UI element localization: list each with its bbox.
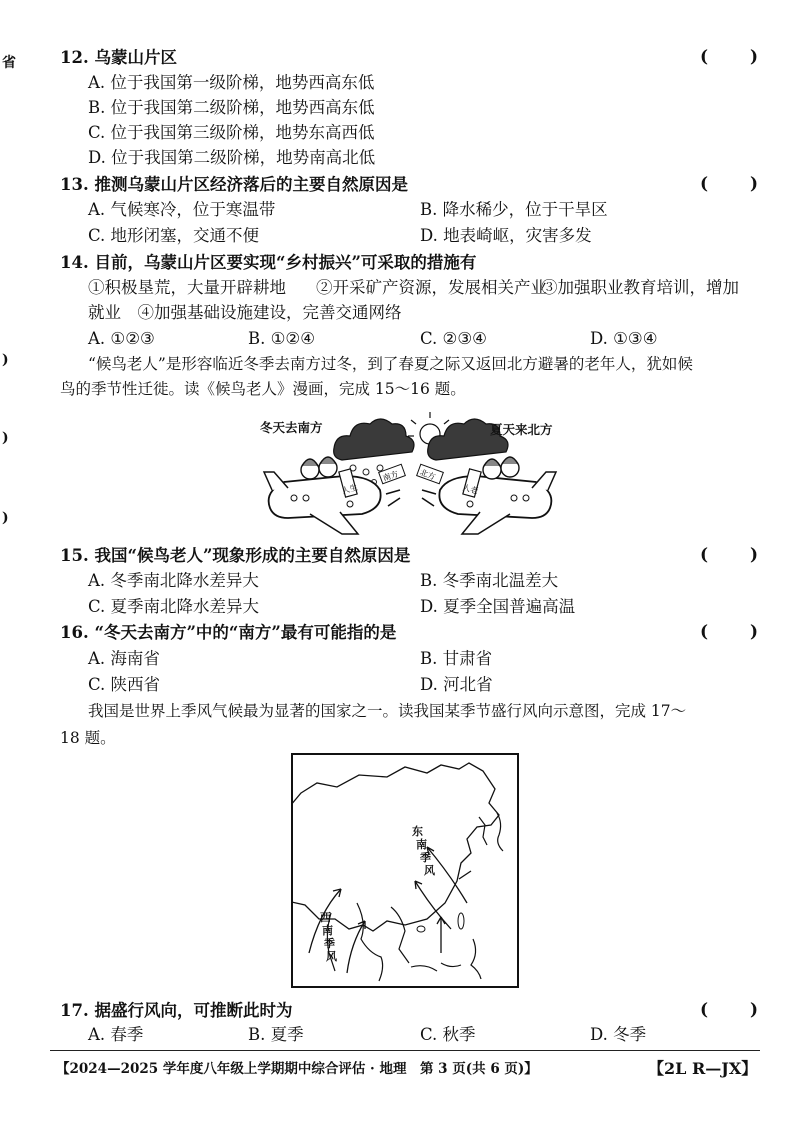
footer-exam-info: 【2024—2025 学年度八年级上学期期中综合评估 · 地理 第 3 页(共 6 页)】 [56, 1061, 538, 1077]
southwest-monsoon-label: 季 [324, 937, 335, 950]
question-12-option-a[interactable]: A. 位于我国第一级阶梯，地势西高东低 [88, 73, 375, 92]
question-12-stem: 12. 乌蒙山片区 [60, 48, 177, 67]
southwest-monsoon-label: 西 [320, 911, 331, 924]
cartoon-left-sign: 南方 [381, 469, 400, 484]
footer-paper-code: 【2L R—JX】 [648, 1059, 758, 1078]
passage-monsoon: 我国是世界上季风气候最为显著的国家之一。读我国某季节盛行风向示意图，完成 17～ [88, 702, 687, 720]
question-15-option-c[interactable]: C. 夏季南北降水差异大 [88, 597, 260, 616]
footer-divider [50, 1050, 760, 1051]
margin-mark: ) [2, 430, 9, 446]
question-14-statement-1: ①积极垦荒，大量开辟耕地 [88, 278, 286, 297]
question-15-option-b[interactable]: B. 冬季南北温差大 [420, 571, 559, 590]
passage-migratory-elderly-line2: 鸟的季节性迁徙。读《候鸟老人》漫画，完成 15～16 题。 [60, 380, 466, 398]
question-16-option-b[interactable]: B. 甘肃省 [420, 649, 493, 668]
answer-blank[interactable]: ( ) [700, 622, 777, 642]
southeast-monsoon-label: 东 [412, 825, 423, 838]
elderly-passengers-icon [483, 457, 519, 479]
question-14-option-c[interactable]: C. ②③④ [420, 329, 487, 348]
migratory-elderly-cartoon [250, 408, 570, 543]
question-17-option-d[interactable]: D. 冬季 [590, 1025, 647, 1044]
question-12-option-b[interactable]: B. 位于我国第二级阶梯，地势西高东低 [88, 98, 375, 117]
passage-monsoon-line2: 18 题。 [60, 729, 116, 747]
question-15-option-a[interactable]: A. 冬季南北降水差异大 [88, 571, 259, 590]
cartoon-right-sign: 北方 [418, 467, 437, 482]
question-14-option-d[interactable]: D. ①③④ [590, 329, 658, 348]
southeast-monsoon-label: 季 [420, 851, 431, 864]
answer-blank[interactable]: ( ) [700, 47, 777, 67]
question-16-option-d[interactable]: D. 河北省 [420, 675, 493, 694]
cartoon-right-caption: 夏天来北方 [490, 422, 553, 437]
answer-blank[interactable]: ( ) [700, 545, 777, 565]
question-14-stem: 14. 目前，乌蒙山片区要实现“乡村振兴”可采取的措施有 [60, 253, 477, 272]
question-13-option-b[interactable]: B. 降水稀少，位于干旱区 [420, 200, 608, 219]
question-13-option-a[interactable]: A. 气候寒冷，位于寒温带 [88, 200, 276, 219]
question-15-stem: 15. 我国“候鸟老人”现象形成的主要自然原因是 [60, 546, 411, 565]
question-16-option-a[interactable]: A. 海南省 [88, 649, 160, 668]
airplane-right-icon [439, 472, 556, 534]
question-14-statement-2: ②开采矿产资源，发展相关产业 [316, 278, 547, 297]
question-17-option-b[interactable]: B. 夏季 [248, 1025, 304, 1044]
question-13-stem: 13. 推测乌蒙山片区经济落后的主要自然原因是 [60, 175, 408, 194]
airplane-left-icon [264, 472, 381, 534]
question-14-statement-4: 就业 ④加强基础设施建设，完善交通网络 [88, 303, 402, 322]
answer-blank[interactable]: ( ) [700, 1000, 777, 1020]
monsoon-wind-map [291, 753, 519, 988]
question-17-stem: 17. 据盛行风向，可推断此时为 [60, 1001, 293, 1020]
margin-mark: 省 [2, 55, 16, 71]
southwest-monsoon-label: 风 [326, 950, 337, 963]
question-14-statement-3: ③加强职业教育培训，增加 [541, 278, 739, 297]
question-12-option-c[interactable]: C. 位于我国第三级阶梯，地势东高西低 [88, 123, 375, 142]
question-16-stem: 16. “冬天去南方”中的“南方”最有可能指的是 [60, 623, 397, 642]
question-17-option-a[interactable]: A. 春季 [88, 1025, 144, 1044]
answer-blank[interactable]: ( ) [700, 174, 777, 194]
question-13-option-c[interactable]: C. 地形闭塞，交通不便 [88, 226, 260, 245]
question-13-option-d[interactable]: D. 地表崎岖，灾害多发 [420, 226, 592, 245]
cartoon-left-caption: 冬天去南方 [260, 420, 323, 435]
question-14-option-a[interactable]: A. ①②③ [88, 329, 155, 348]
southeast-monsoon-label: 南 [416, 838, 427, 851]
question-15-option-d[interactable]: D. 夏季全国普遍高温 [420, 597, 576, 616]
margin-mark: ) [2, 510, 9, 526]
question-14-option-b[interactable]: B. ①②④ [248, 329, 315, 348]
passage-migratory-elderly: “候鸟老人”是形容临近冬季去南方过冬，到了春夏之际又返回北方避暑的老年人，犹如候 [88, 355, 693, 373]
cartoon-right-plane-text: 人老 [461, 482, 480, 496]
question-12-option-d[interactable]: D. 位于我国第二级阶梯，地势南高北低 [88, 148, 376, 167]
cartoon-left-plane-text: 人生 [340, 482, 359, 496]
elderly-passengers-icon [301, 457, 337, 479]
question-16-option-c[interactable]: C. 陕西省 [88, 675, 161, 694]
margin-mark: ) [2, 352, 9, 368]
southeast-monsoon-label: 风 [424, 864, 435, 877]
question-17-option-c[interactable]: C. 秋季 [420, 1025, 476, 1044]
southwest-monsoon-label: 南 [322, 924, 333, 937]
